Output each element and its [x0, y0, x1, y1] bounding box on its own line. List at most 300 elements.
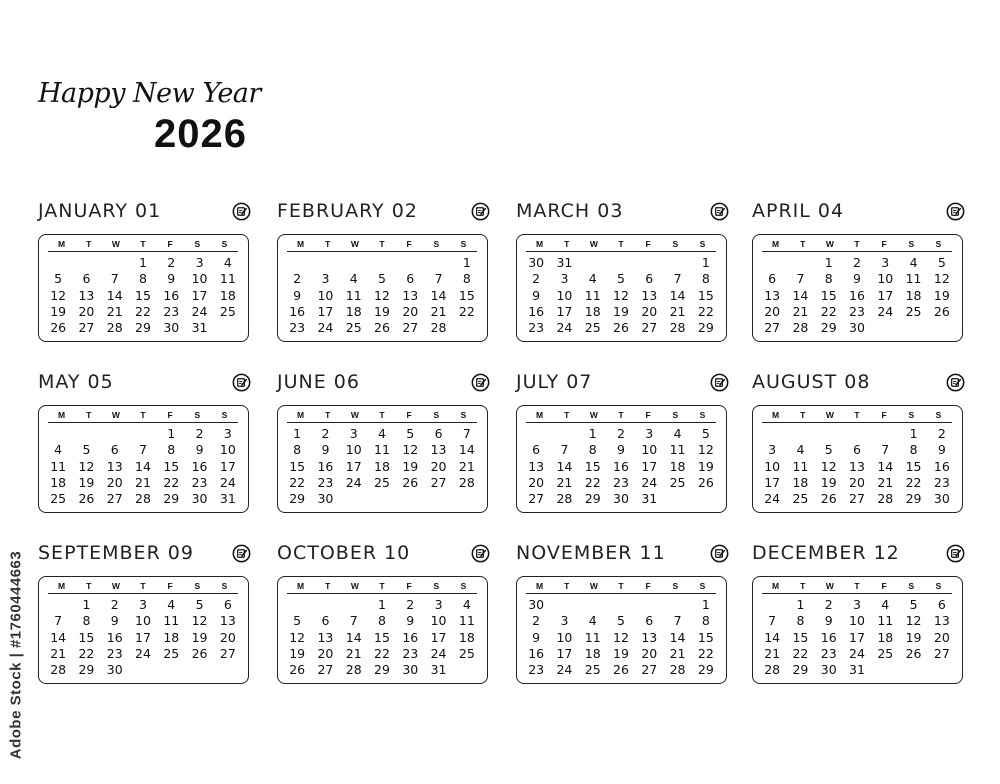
day-cell[interactable]: 17	[849, 629, 865, 645]
day-cell[interactable]: 24	[135, 645, 151, 661]
day-cell[interactable]: 14	[50, 629, 67, 645]
day-cell[interactable]: 28	[792, 320, 809, 336]
day-cell[interactable]: 25	[584, 662, 601, 678]
day-cell[interactable]: 18	[584, 303, 601, 319]
day-cell[interactable]: 19	[289, 645, 306, 661]
day-cell[interactable]: 2	[406, 597, 415, 612]
day-cell[interactable]: 14	[792, 287, 809, 303]
day-cell[interactable]: 17	[191, 287, 208, 303]
day-cell[interactable]: 15	[820, 287, 837, 303]
day-cell[interactable]: 5	[195, 597, 204, 612]
day-cell[interactable]: 5	[617, 613, 625, 629]
day-cell[interactable]: 20	[317, 645, 334, 661]
day-cell[interactable]: 26	[191, 645, 208, 661]
day-cell[interactable]: 26	[613, 320, 629, 336]
day-cell[interactable]: 31	[219, 491, 236, 507]
day-cell[interactable]: 19	[613, 645, 629, 661]
day-cell[interactable]: 12	[191, 613, 208, 629]
day-cell[interactable]: 19	[50, 303, 67, 319]
day-cell[interactable]: 7	[139, 442, 147, 458]
day-cell[interactable]: 24	[556, 320, 573, 336]
day-cell[interactable]: 12	[50, 287, 67, 303]
day-cell[interactable]: 5	[937, 255, 946, 270]
day-cell[interactable]: 3	[139, 597, 147, 612]
day-cell[interactable]: 12	[820, 458, 837, 474]
day-cell[interactable]: 16	[402, 629, 419, 645]
day-cell[interactable]: 16	[317, 458, 334, 474]
day-cell[interactable]: 15	[289, 458, 306, 474]
day-cell[interactable]: 18	[374, 458, 390, 474]
day-cell[interactable]: 15	[905, 458, 922, 474]
day-cell[interactable]: 2	[167, 255, 176, 270]
day-cell[interactable]: 27	[317, 662, 334, 678]
day-cell[interactable]: 24	[317, 320, 334, 336]
day-cell[interactable]: 3	[560, 613, 569, 629]
day-cell[interactable]: 7	[673, 271, 682, 287]
day-cell[interactable]: 13	[641, 629, 658, 645]
day-cell[interactable]: 17	[345, 458, 362, 474]
day-cell[interactable]: 22	[584, 474, 601, 490]
day-cell[interactable]: 1	[701, 597, 710, 612]
day-cell[interactable]: 26	[697, 474, 714, 490]
day-cell[interactable]: 14	[106, 287, 123, 303]
day-cell[interactable]: 20	[641, 645, 658, 661]
day-cell[interactable]: 26	[289, 662, 306, 678]
day-cell[interactable]: 4	[909, 255, 918, 270]
day-cell[interactable]: 13	[317, 629, 334, 645]
day-cell[interactable]: 2	[110, 597, 119, 612]
day-cell[interactable]: 24	[345, 474, 362, 490]
day-cell[interactable]: 31	[556, 255, 573, 270]
day-cell[interactable]: 19	[191, 629, 208, 645]
day-cell[interactable]: 14	[556, 458, 573, 474]
day-cell[interactable]: 1	[909, 426, 918, 441]
day-cell[interactable]: 29	[905, 491, 922, 507]
day-cell[interactable]: 30	[402, 662, 419, 678]
day-cell[interactable]: 15	[697, 287, 714, 303]
day-cell[interactable]: 9	[321, 442, 330, 458]
day-cell[interactable]: 6	[645, 613, 654, 629]
day-cell[interactable]: 19	[933, 287, 950, 303]
day-cell[interactable]: 9	[617, 442, 625, 458]
day-cell[interactable]: 1	[167, 426, 176, 441]
edit-note-icon[interactable]	[471, 544, 490, 563]
day-cell[interactable]: 10	[877, 271, 894, 287]
day-cell[interactable]: 14	[458, 442, 475, 458]
day-cell[interactable]: 15	[78, 629, 95, 645]
day-cell[interactable]: 17	[556, 303, 573, 319]
day-cell[interactable]: 20	[528, 474, 545, 490]
day-cell[interactable]: 29	[697, 320, 714, 336]
day-cell[interactable]: 18	[669, 458, 686, 474]
day-cell[interactable]: 27	[219, 645, 236, 661]
day-cell[interactable]: 31	[191, 320, 208, 336]
day-cell[interactable]: 16	[933, 458, 950, 474]
day-cell[interactable]: 10	[556, 287, 573, 303]
day-cell[interactable]: 18	[219, 287, 236, 303]
day-cell[interactable]: 8	[293, 442, 302, 458]
day-cell[interactable]: 28	[135, 491, 151, 507]
day-cell[interactable]: 8	[909, 442, 918, 458]
day-cell[interactable]: 6	[223, 597, 232, 612]
edit-note-icon[interactable]	[232, 202, 251, 221]
day-cell[interactable]: 14	[877, 458, 894, 474]
day-cell[interactable]: 25	[877, 645, 894, 661]
day-cell[interactable]: 3	[853, 597, 861, 612]
day-cell[interactable]: 15	[135, 287, 151, 303]
day-cell[interactable]: 25	[163, 645, 180, 661]
day-cell[interactable]: 22	[697, 645, 714, 661]
day-cell[interactable]: 23	[613, 474, 629, 490]
day-cell[interactable]: 16	[163, 287, 180, 303]
day-cell[interactable]: 10	[849, 613, 865, 629]
day-cell[interactable]: 8	[139, 271, 147, 287]
day-cell[interactable]: 15	[584, 458, 601, 474]
edit-note-icon[interactable]	[710, 373, 729, 392]
day-cell[interactable]: 1	[796, 597, 805, 612]
day-cell[interactable]: 14	[135, 458, 151, 474]
day-cell[interactable]: 28	[106, 320, 123, 336]
day-cell[interactable]: 24	[764, 491, 781, 507]
day-cell[interactable]: 11	[905, 271, 922, 287]
day-cell[interactable]: 9	[167, 271, 176, 287]
day-cell[interactable]: 14	[669, 287, 686, 303]
day-cell[interactable]: 19	[905, 629, 922, 645]
day-cell[interactable]: 29	[584, 491, 601, 507]
day-cell[interactable]: 8	[378, 613, 386, 629]
day-cell[interactable]: 26	[905, 645, 922, 661]
day-cell[interactable]: 20	[933, 629, 950, 645]
day-cell[interactable]: 29	[289, 491, 306, 507]
day-cell[interactable]: 16	[528, 303, 545, 319]
day-cell[interactable]: 12	[402, 442, 419, 458]
day-cell[interactable]: 25	[50, 491, 67, 507]
day-cell[interactable]: 27	[402, 320, 419, 336]
day-cell[interactable]: 23	[191, 474, 208, 490]
day-cell[interactable]: 8	[701, 271, 710, 287]
day-cell[interactable]: 24	[191, 303, 208, 319]
day-cell[interactable]: 28	[877, 491, 894, 507]
day-cell[interactable]: 4	[673, 426, 682, 441]
day-cell[interactable]: 29	[697, 662, 714, 678]
day-cell[interactable]: 11	[458, 613, 475, 629]
day-cell[interactable]: 7	[768, 613, 777, 629]
day-cell[interactable]: 31	[430, 662, 447, 678]
day-cell[interactable]: 20	[219, 629, 236, 645]
day-cell[interactable]: 24	[556, 662, 573, 678]
day-cell[interactable]: 4	[588, 271, 597, 287]
day-cell[interactable]: 21	[669, 303, 686, 319]
edit-note-icon[interactable]	[710, 544, 729, 563]
day-cell[interactable]: 4	[462, 597, 471, 612]
day-cell[interactable]: 7	[349, 613, 358, 629]
day-cell[interactable]: 9	[406, 613, 415, 629]
day-cell[interactable]: 14	[345, 629, 362, 645]
day-cell[interactable]: 1	[701, 255, 710, 270]
day-cell[interactable]: 8	[701, 613, 710, 629]
day-cell[interactable]: 1	[293, 426, 302, 441]
day-cell[interactable]: 12	[78, 458, 95, 474]
day-cell[interactable]: 21	[669, 645, 686, 661]
day-cell[interactable]: 19	[402, 458, 419, 474]
day-cell[interactable]: 9	[293, 287, 302, 303]
day-cell[interactable]: 27	[641, 320, 658, 336]
day-cell[interactable]: 16	[528, 645, 545, 661]
day-cell[interactable]: 22	[820, 303, 837, 319]
day-cell[interactable]: 7	[881, 442, 890, 458]
day-cell[interactable]: 17	[219, 458, 236, 474]
day-cell[interactable]: 3	[645, 426, 654, 441]
day-cell[interactable]: 5	[617, 271, 625, 287]
day-cell[interactable]: 29	[374, 662, 390, 678]
day-cell[interactable]: 31	[641, 491, 658, 507]
day-cell[interactable]: 7	[110, 271, 119, 287]
day-cell[interactable]: 4	[588, 613, 597, 629]
edit-note-icon[interactable]	[946, 373, 965, 392]
day-cell[interactable]: 1	[588, 426, 597, 441]
day-cell[interactable]: 13	[219, 613, 236, 629]
day-cell[interactable]: 1	[378, 597, 386, 612]
day-cell[interactable]: 27	[78, 320, 95, 336]
day-cell[interactable]: 17	[764, 474, 781, 490]
day-cell[interactable]: 28	[764, 662, 781, 678]
day-cell[interactable]: 12	[289, 629, 306, 645]
day-cell[interactable]: 3	[434, 597, 443, 612]
day-cell[interactable]: 26	[374, 320, 390, 336]
day-cell[interactable]: 18	[905, 287, 922, 303]
day-cell[interactable]: 16	[613, 458, 629, 474]
day-cell[interactable]: 6	[82, 271, 91, 287]
day-cell[interactable]: 23	[289, 320, 306, 336]
day-cell[interactable]: 6	[321, 613, 330, 629]
day-cell[interactable]: 22	[458, 303, 475, 319]
day-cell[interactable]: 28	[669, 320, 686, 336]
day-cell[interactable]: 21	[106, 303, 123, 319]
day-cell[interactable]: 13	[106, 458, 123, 474]
day-cell[interactable]: 2	[532, 271, 541, 287]
day-cell[interactable]: 11	[374, 442, 390, 458]
day-cell[interactable]: 19	[78, 474, 95, 490]
edit-note-icon[interactable]	[471, 202, 490, 221]
day-cell[interactable]: 25	[792, 491, 809, 507]
day-cell[interactable]: 30	[163, 320, 180, 336]
day-cell[interactable]: 19	[697, 458, 714, 474]
day-cell[interactable]: 10	[317, 287, 334, 303]
day-cell[interactable]: 27	[430, 474, 447, 490]
day-cell[interactable]: 13	[528, 458, 545, 474]
day-cell[interactable]: 15	[697, 629, 714, 645]
day-cell[interactable]: 19	[613, 303, 629, 319]
day-cell[interactable]: 4	[54, 442, 63, 458]
day-cell[interactable]: 21	[458, 458, 475, 474]
day-cell[interactable]: 25	[219, 303, 236, 319]
day-cell[interactable]: 5	[909, 597, 918, 612]
day-cell[interactable]: 11	[669, 442, 686, 458]
day-cell[interactable]: 23	[163, 303, 180, 319]
day-cell[interactable]: 23	[849, 303, 865, 319]
day-cell[interactable]: 26	[78, 491, 95, 507]
day-cell[interactable]: 21	[764, 645, 781, 661]
day-cell[interactable]: 16	[849, 287, 865, 303]
day-cell[interactable]: 28	[669, 662, 686, 678]
day-cell[interactable]: 15	[458, 287, 475, 303]
day-cell[interactable]: 12	[933, 271, 950, 287]
day-cell[interactable]: 20	[78, 303, 95, 319]
day-cell[interactable]: 2	[853, 255, 861, 270]
day-cell[interactable]: 29	[78, 662, 95, 678]
day-cell[interactable]: 12	[374, 287, 390, 303]
day-cell[interactable]: 4	[881, 597, 890, 612]
day-cell[interactable]: 6	[768, 271, 777, 287]
day-cell[interactable]: 26	[50, 320, 67, 336]
day-cell[interactable]: 28	[430, 320, 447, 336]
day-cell[interactable]: 18	[792, 474, 809, 490]
day-cell[interactable]: 11	[584, 287, 601, 303]
day-cell[interactable]: 14	[430, 287, 447, 303]
day-cell[interactable]: 20	[106, 474, 123, 490]
day-cell[interactable]: 30	[849, 320, 865, 336]
day-cell[interactable]: 2	[532, 613, 541, 629]
day-cell[interactable]: 30	[528, 255, 545, 270]
edit-note-icon[interactable]	[471, 373, 490, 392]
day-cell[interactable]: 12	[697, 442, 714, 458]
day-cell[interactable]: 11	[163, 613, 180, 629]
day-cell[interactable]: 11	[345, 287, 362, 303]
day-cell[interactable]: 6	[853, 442, 861, 458]
day-cell[interactable]: 23	[402, 645, 419, 661]
day-cell[interactable]: 10	[219, 442, 236, 458]
day-cell[interactable]: 21	[430, 303, 447, 319]
day-cell[interactable]: 30	[613, 491, 629, 507]
day-cell[interactable]: 8	[796, 613, 805, 629]
day-cell[interactable]: 14	[764, 629, 781, 645]
day-cell[interactable]: 22	[78, 645, 95, 661]
day-cell[interactable]: 26	[820, 491, 837, 507]
day-cell[interactable]: 30	[317, 491, 334, 507]
day-cell[interactable]: 19	[374, 303, 390, 319]
day-cell[interactable]: 9	[532, 287, 541, 303]
edit-note-icon[interactable]	[232, 373, 251, 392]
day-cell[interactable]: 11	[584, 629, 601, 645]
day-cell[interactable]: 2	[321, 426, 330, 441]
day-cell[interactable]: 27	[528, 491, 545, 507]
day-cell[interactable]: 12	[905, 613, 922, 629]
day-cell[interactable]: 16	[289, 303, 306, 319]
day-cell[interactable]: 17	[317, 303, 334, 319]
day-cell[interactable]: 26	[613, 662, 629, 678]
day-cell[interactable]: 15	[163, 458, 180, 474]
day-cell[interactable]: 18	[163, 629, 180, 645]
day-cell[interactable]: 1	[82, 597, 91, 612]
day-cell[interactable]: 13	[849, 458, 865, 474]
day-cell[interactable]: 11	[50, 458, 67, 474]
day-cell[interactable]: 8	[588, 442, 597, 458]
day-cell[interactable]: 21	[135, 474, 151, 490]
day-cell[interactable]: 23	[528, 662, 545, 678]
day-cell[interactable]: 2	[617, 426, 625, 441]
day-cell[interactable]: 2	[824, 597, 833, 612]
day-cell[interactable]: 3	[195, 255, 204, 270]
day-cell[interactable]: 18	[50, 474, 67, 490]
day-cell[interactable]: 13	[430, 442, 447, 458]
day-cell[interactable]: 26	[402, 474, 419, 490]
day-cell[interactable]: 9	[853, 271, 861, 287]
day-cell[interactable]: 22	[697, 303, 714, 319]
day-cell[interactable]: 7	[673, 613, 682, 629]
day-cell[interactable]: 30	[933, 491, 950, 507]
day-cell[interactable]: 20	[849, 474, 865, 490]
day-cell[interactable]: 29	[820, 320, 837, 336]
day-cell[interactable]: 4	[796, 442, 805, 458]
day-cell[interactable]: 11	[219, 271, 236, 287]
day-cell[interactable]: 4	[167, 597, 176, 612]
day-cell[interactable]: 12	[613, 629, 629, 645]
day-cell[interactable]: 2	[195, 426, 204, 441]
day-cell[interactable]: 27	[933, 645, 950, 661]
day-cell[interactable]: 22	[905, 474, 922, 490]
day-cell[interactable]: 3	[349, 426, 358, 441]
day-cell[interactable]: 15	[792, 629, 809, 645]
day-cell[interactable]: 19	[820, 474, 837, 490]
day-cell[interactable]: 27	[106, 491, 123, 507]
day-cell[interactable]: 16	[106, 629, 123, 645]
day-cell[interactable]: 9	[937, 442, 946, 458]
day-cell[interactable]: 25	[669, 474, 686, 490]
day-cell[interactable]: 10	[135, 613, 151, 629]
day-cell[interactable]: 3	[768, 442, 777, 458]
day-cell[interactable]: 3	[560, 271, 569, 287]
day-cell[interactable]: 1	[462, 255, 471, 270]
day-cell[interactable]: 7	[434, 271, 443, 287]
day-cell[interactable]: 25	[374, 474, 390, 490]
edit-note-icon[interactable]	[710, 202, 729, 221]
day-cell[interactable]: 24	[430, 645, 447, 661]
day-cell[interactable]: 22	[135, 303, 151, 319]
day-cell[interactable]: 29	[135, 320, 151, 336]
day-cell[interactable]: 5	[54, 271, 63, 287]
day-cell[interactable]: 1	[139, 255, 147, 270]
day-cell[interactable]: 20	[764, 303, 781, 319]
day-cell[interactable]: 3	[321, 271, 330, 287]
day-cell[interactable]: 23	[933, 474, 950, 490]
day-cell[interactable]: 27	[764, 320, 781, 336]
day-cell[interactable]: 10	[430, 613, 447, 629]
day-cell[interactable]: 5	[406, 426, 415, 441]
day-cell[interactable]: 27	[849, 491, 865, 507]
day-cell[interactable]: 23	[317, 474, 334, 490]
day-cell[interactable]: 4	[223, 255, 232, 270]
day-cell[interactable]: 23	[528, 320, 545, 336]
day-cell[interactable]: 28	[458, 474, 475, 490]
edit-note-icon[interactable]	[946, 202, 965, 221]
day-cell[interactable]: 8	[824, 271, 833, 287]
day-cell[interactable]: 28	[50, 662, 67, 678]
day-cell[interactable]: 8	[167, 442, 176, 458]
day-cell[interactable]: 17	[135, 629, 151, 645]
day-cell[interactable]: 21	[877, 474, 894, 490]
day-cell[interactable]: 18	[345, 303, 362, 319]
day-cell[interactable]: 5	[82, 442, 91, 458]
day-cell[interactable]: 20	[641, 303, 658, 319]
day-cell[interactable]: 6	[110, 442, 119, 458]
day-cell[interactable]: 30	[191, 491, 208, 507]
day-cell[interactable]: 31	[849, 662, 865, 678]
day-cell[interactable]: 30	[820, 662, 837, 678]
day-cell[interactable]: 28	[345, 662, 362, 678]
day-cell[interactable]: 21	[345, 645, 362, 661]
day-cell[interactable]: 22	[163, 474, 180, 490]
day-cell[interactable]: 11	[877, 613, 894, 629]
